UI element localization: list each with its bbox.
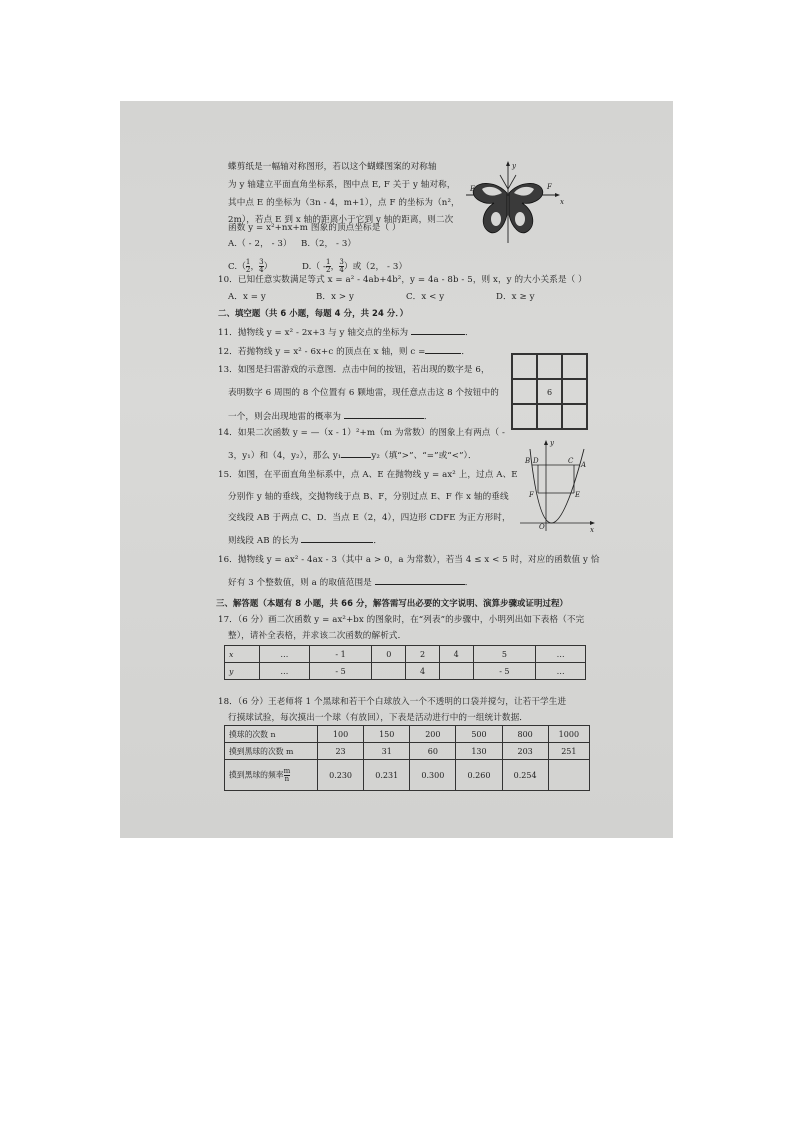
- fraction-one-half: $\frac{1}{2}$: [326, 258, 331, 274]
- table-cell: 23: [318, 743, 364, 760]
- fig-label-o: O: [539, 523, 545, 531]
- table-cell: 2: [406, 646, 440, 663]
- q9-line-3: 其中点 E 的坐标为（3n - 4，m+1），点 F 的坐标为（n²，: [228, 198, 460, 208]
- fig-label-y: y: [550, 439, 554, 447]
- grid-cell[interactable]: [562, 354, 587, 379]
- table-cell: 500: [456, 726, 502, 743]
- table-cell: 150: [364, 726, 410, 743]
- table-cell: 130: [456, 743, 502, 760]
- table-cell: 100: [318, 726, 364, 743]
- table-cell: 251: [548, 743, 589, 760]
- fraction-m-over-n: $\frac{m}{n}$: [283, 766, 291, 783]
- q16-answer-blank[interactable]: [375, 575, 465, 585]
- fig-label-e: E: [575, 491, 581, 499]
- table-cell: 800: [502, 726, 548, 743]
- table-cell: 4: [406, 663, 440, 680]
- q14-line-2: 3，y₁）和（4，y₂），那么 y₁ y₂（填“>”、“=”或“<”）．: [228, 448, 477, 462]
- fraction-three-quarters: $\frac{3}{4}$: [339, 258, 344, 274]
- table-cell: - 5: [309, 663, 372, 680]
- minesweeper-grid: [511, 353, 588, 430]
- grid-cell[interactable]: [512, 354, 537, 379]
- table-cell: 摸到黑球的次数 m: [225, 743, 318, 760]
- table-cell: - 5: [473, 663, 536, 680]
- fig-label-x: x: [590, 526, 594, 533]
- q10-option-c: C．x < y: [406, 292, 445, 302]
- table-cell: 0: [372, 646, 406, 663]
- butterfly-figure: [460, 159, 570, 245]
- table-cell: 203: [502, 743, 548, 760]
- wing-spot: [491, 212, 501, 226]
- y-axis-arrow: [506, 161, 510, 166]
- table-row: [225, 663, 586, 680]
- table-cell[interactable]: [439, 663, 473, 680]
- q11-answer-blank[interactable]: [411, 325, 465, 335]
- q17-line-2: 整），请补全表格，并求该二次函数的解析式．: [228, 631, 407, 641]
- q12-answer-blank[interactable]: [425, 344, 461, 354]
- section-2-heading: 二、填空题（共 6 小题，每题 4 分，共 24 分．）: [218, 308, 409, 318]
- table-cell: 1000: [548, 726, 589, 743]
- fig-label-f: F: [547, 183, 552, 191]
- table-cell: …: [536, 646, 586, 663]
- table-cell[interactable]: [372, 663, 406, 680]
- fig-label-c: C: [568, 457, 574, 465]
- fraction-one-half: $\frac{1}{2}$: [245, 258, 251, 274]
- table-row: [225, 743, 590, 760]
- grid-cell[interactable]: [562, 404, 587, 429]
- q10-option-d: D．x ≥ y: [496, 292, 535, 302]
- q10-option-a: A．x = y: [228, 292, 266, 302]
- table-cell: 摸到黑球的频率 $\frac{m}{n}$: [225, 760, 318, 791]
- table-cell: 5: [473, 646, 536, 663]
- q13-line-2: 表明数字 6 周围的 8 个位置有 6 颗地雷，现任意点击这 8 个按钮中的: [228, 388, 499, 398]
- q9-option-d: D.（ - $\frac{1}{2}$ ， $\frac{3}{4}$ ）或（2， - 3）: [302, 258, 408, 274]
- table-cell: y: [225, 663, 260, 680]
- q17-line-1: 17．（6 分）画二次函数 y = ax²+bx 的图象时，在“列表”的步骤中，小明列出如下表格（不完: [218, 615, 585, 625]
- q18-table: [224, 725, 590, 791]
- x-axis-arrow: [590, 521, 595, 525]
- table-cell: 31: [364, 743, 410, 760]
- table-cell: 0.260: [456, 760, 502, 791]
- q13-line-1: 13．如图是扫雷游戏的示意图．点击中间的按钮，若出现的数字是 6，: [218, 365, 490, 375]
- grid-cell[interactable]: [537, 404, 562, 429]
- q13-line-3: 一个，则会出现地雷的概率为 ．: [228, 409, 433, 423]
- q9-line-5: 函数 y = x²+nx+m 图象的顶点坐标是（ ）: [228, 223, 401, 233]
- table-cell: 0.231: [364, 760, 410, 791]
- fraction-three-quarters: $\frac{3}{4}$: [259, 258, 264, 274]
- q11: 11．抛物线 y = x² - 2x+3 与 y 轴交点的坐标为 ．: [218, 325, 474, 339]
- section-3-heading: 三、解答题（本题有 8 小题，共 66 分，解答需写出必要的文字说明、演算步骤或证明过程）: [216, 598, 568, 608]
- q16-line-2: 好有 3 个整数值，则 a 的取值范围是 ．: [228, 575, 473, 589]
- q14-line-1: 14．如果二次函数 y = —（x - 1）²+m（m 为常数）的图象上有两点（ -: [218, 428, 506, 438]
- q15-answer-blank[interactable]: [301, 533, 373, 543]
- parabola-figure: [518, 437, 598, 533]
- table-cell: 0.230: [318, 760, 364, 791]
- fig-label-d: D: [533, 457, 539, 465]
- grid-cell[interactable]: [512, 404, 537, 429]
- table-row: [225, 760, 590, 791]
- table-row: [225, 646, 586, 663]
- fig-label-e: E: [470, 185, 476, 193]
- table-cell: …: [260, 646, 310, 663]
- table-cell: 0.254: [502, 760, 548, 791]
- table-cell: - 1: [309, 646, 372, 663]
- antenna: [500, 175, 508, 189]
- q9-option-a: A.（ - 2， - 3）: [228, 239, 292, 249]
- fig-label-y: y: [512, 162, 516, 170]
- q9-line-1: 蝶剪纸是一幅轴对称图形，若以这个蝴蝶图案的对称轴: [228, 162, 437, 172]
- table-cell[interactable]: [548, 760, 589, 791]
- q15-line-2: 分别作 y 轴的垂线，交抛物线于点 B、F，分别过点 E、F 作 x 轴的垂线: [228, 492, 509, 502]
- q9-line-2: 为 y 轴建立平面直角坐标系，图中点 E, F 关于 y 轴对称，: [228, 180, 456, 190]
- grid-cell[interactable]: [562, 379, 587, 404]
- q9-line-4: 2m），若点 E 到 x 轴的距离小于它到 y 轴的距离，则二次: [228, 215, 454, 225]
- fig-label-x: x: [560, 198, 564, 206]
- grid-cell[interactable]: [512, 379, 537, 404]
- table-row: [225, 726, 590, 743]
- q17-table: [224, 645, 586, 680]
- wing-spot: [515, 212, 525, 226]
- q9-option-b: B.（2， - 3）: [301, 239, 357, 249]
- q10-stem: 10．已知任意实数满足等式 x = a² - 4ab+4b²，y = 4a - 8b - 5，则 x，y 的大小关系是（ ）: [218, 275, 587, 285]
- q18-line-1: 18．（6 分）王老师将 1 个黑球和若干个白球放入一个不透明的口袋并搅匀，让若干学生进: [218, 697, 567, 707]
- table-cell: …: [260, 663, 310, 680]
- fig-label-b: B: [525, 457, 531, 465]
- q18-line-2: 行摸球试验，每次摸出一个球（有放回），下表是活动进行中的一组统计数据．: [228, 713, 528, 723]
- q15-line-3: 交线段 AB 于两点 C、D．当点 E（2，4），四边形 CDFE 为正方形时，: [228, 513, 511, 523]
- q13-answer-blank[interactable]: [344, 409, 424, 419]
- grid-cell[interactable]: [537, 354, 562, 379]
- scanned-exam-page: [120, 101, 673, 838]
- fig-label-a: A: [581, 461, 587, 469]
- antenna: [508, 175, 516, 189]
- x-axis-arrow: [555, 193, 560, 197]
- q10-option-b: B．x > y: [316, 292, 354, 302]
- q14-answer-blank[interactable]: [341, 448, 371, 458]
- y-axis-arrow: [544, 440, 548, 445]
- q15-line-4: 则线段 AB 的长为 ．: [228, 533, 382, 547]
- q15-line-1: 15．如图，在平面直角坐标系中，点 A、E 在抛物线 y = ax² 上，过点 A、E: [218, 470, 518, 480]
- table-cell: 60: [410, 743, 456, 760]
- table-cell: 0.300: [410, 760, 456, 791]
- table-cell: x: [225, 646, 260, 663]
- grid-center-cell[interactable]: 6: [537, 379, 562, 404]
- table-cell: 4: [439, 646, 473, 663]
- q9-option-c: C.（ $\frac{1}{2}$ ， $\frac{3}{4}$ ）: [228, 258, 273, 274]
- fig-label-f: F: [529, 491, 534, 499]
- table-cell: …: [536, 663, 586, 680]
- table-cell: 摸球的次数 n: [225, 726, 318, 743]
- q16-line-1: 16．抛物线 y = ax² - 4ax - 3（其中 a > 0，a 为常数），若当 4 ≤ x < 5 时，对应的函数值 y 恰: [218, 555, 600, 565]
- q12: 12．若抛物线 y = x² - 6x+c 的顶点在 x 轴，则 c = ．: [218, 344, 470, 358]
- table-cell: 200: [410, 726, 456, 743]
